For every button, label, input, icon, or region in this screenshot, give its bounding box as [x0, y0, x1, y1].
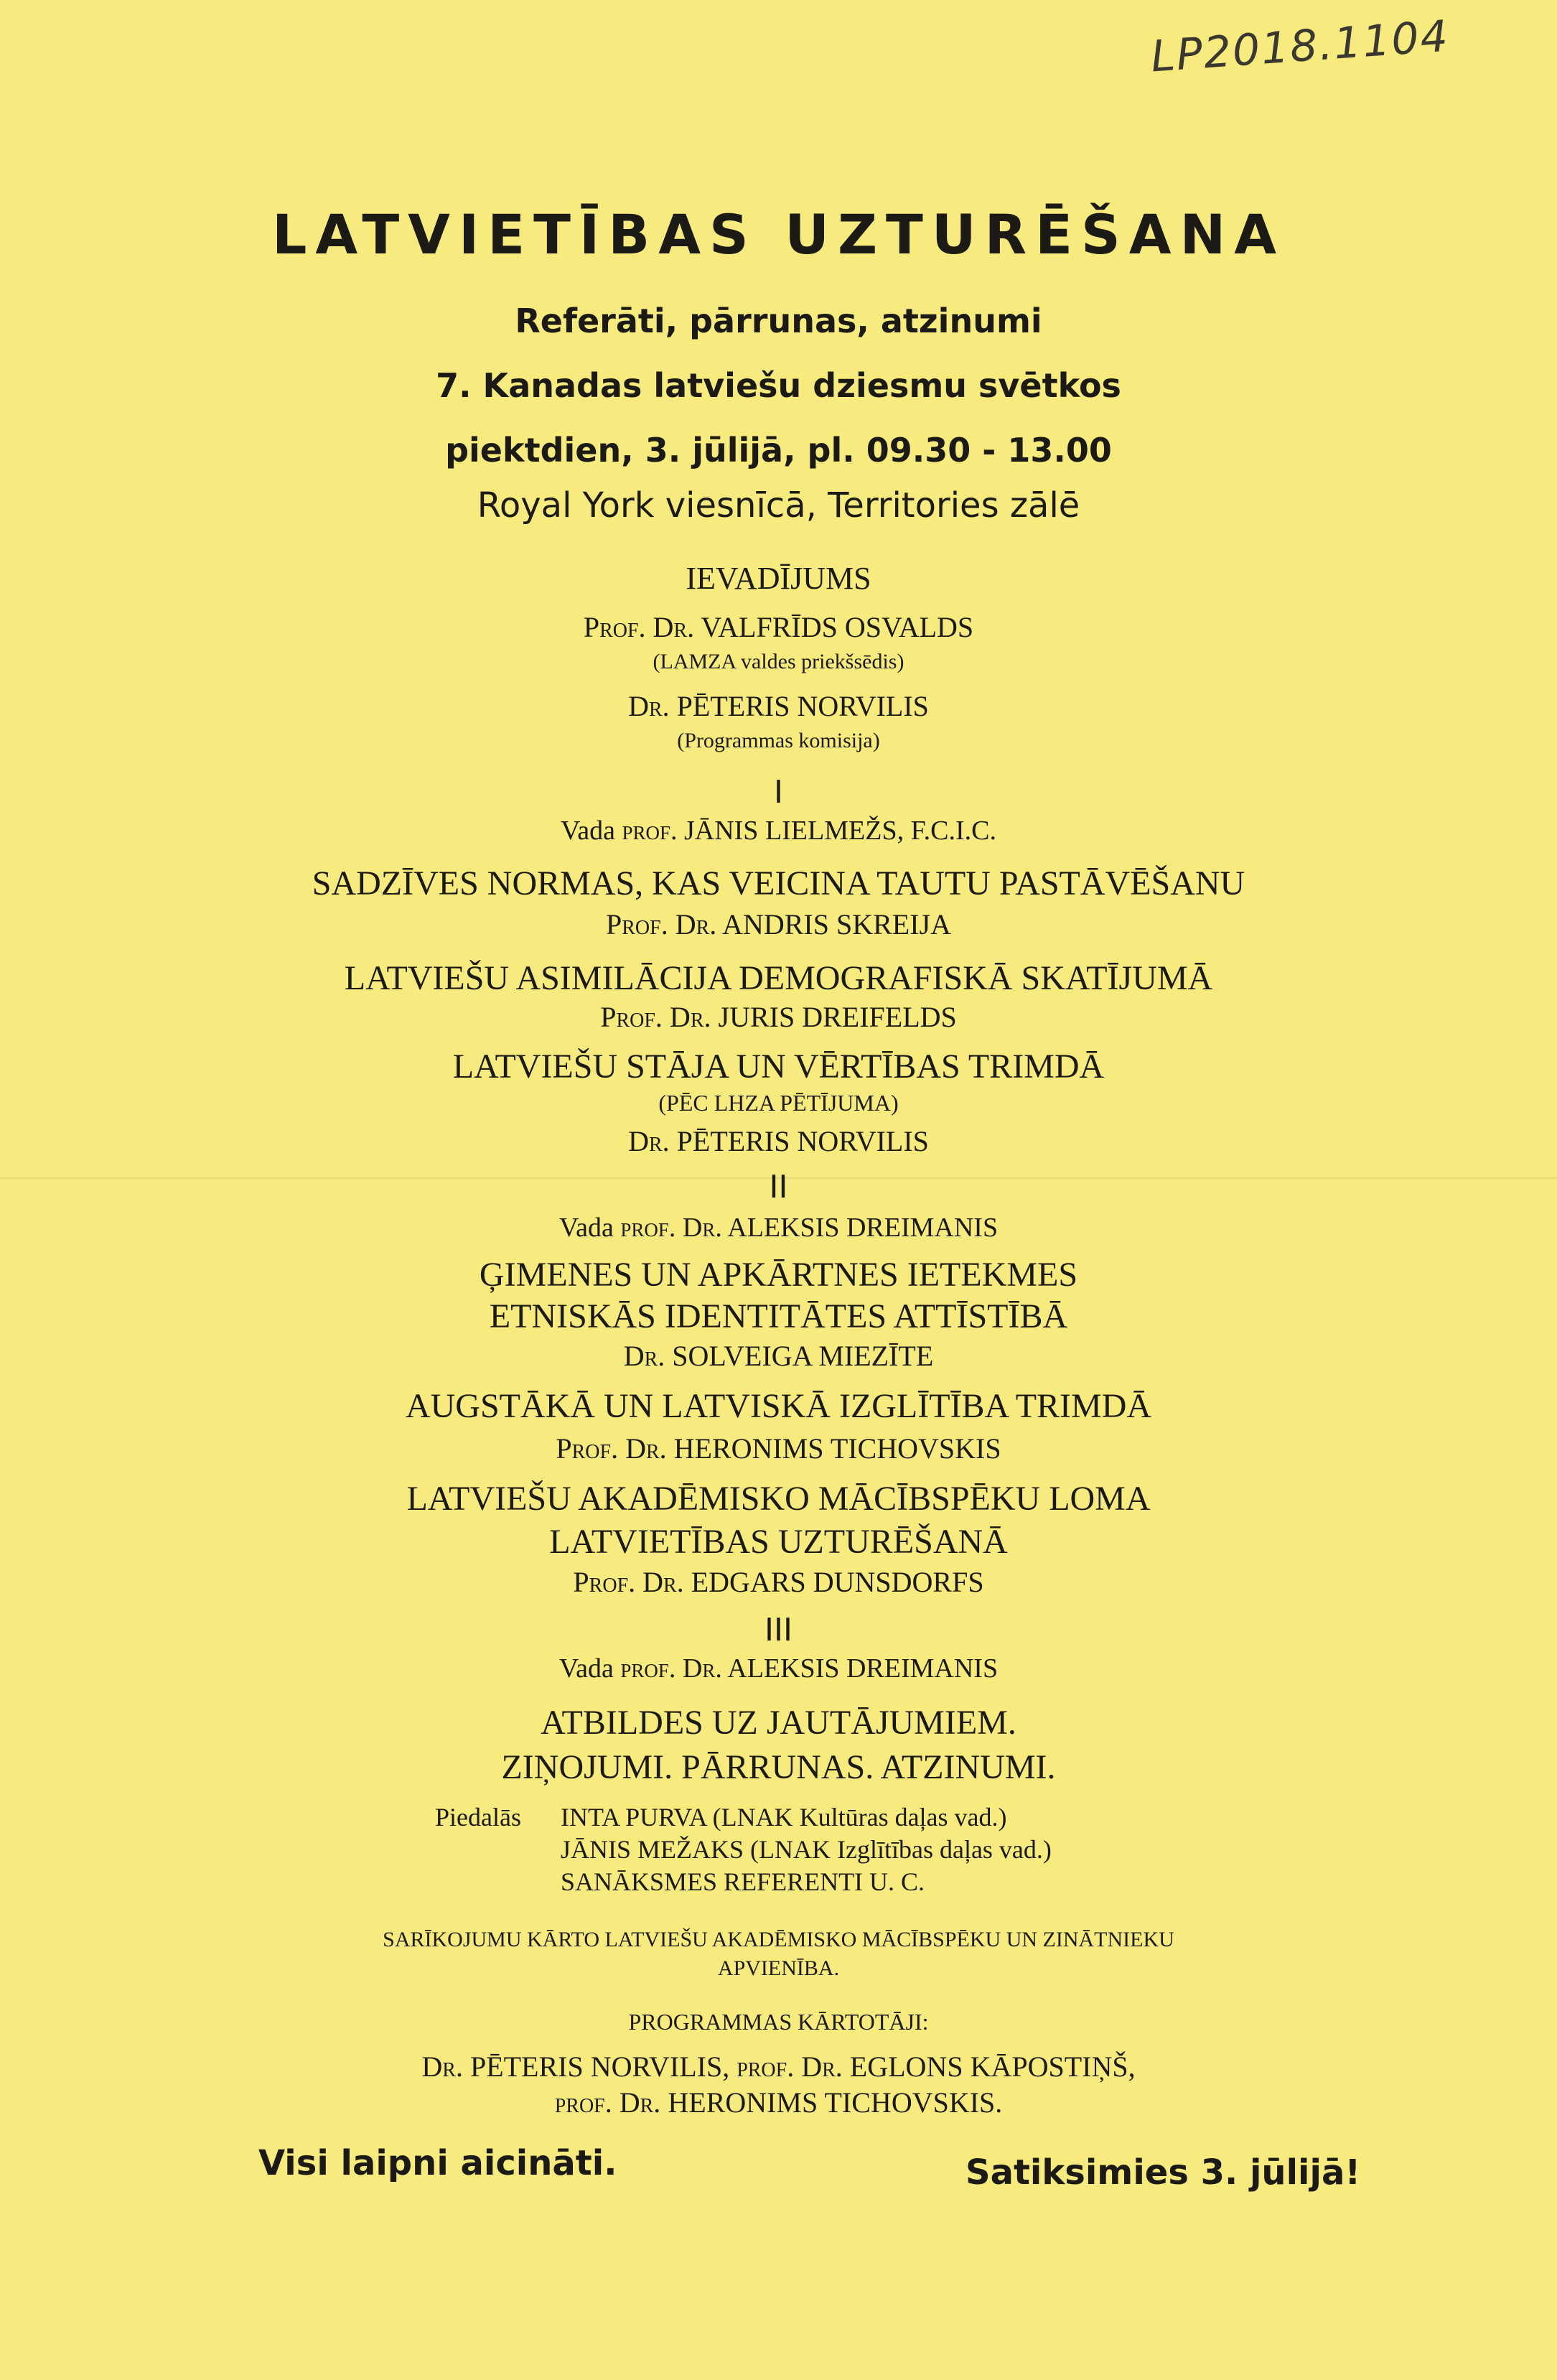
chair-prefix: Vada — [558, 1213, 614, 1243]
speaker-name: PĒTERIS NORVILIS — [676, 690, 929, 722]
session-1-numeral: I — [774, 774, 783, 811]
speaker-name: ANDRIS SKREIJA — [722, 908, 951, 941]
datetime-line: piektdien, 3. jūlijā, pl. 09.30 - 13.00 — [445, 431, 1112, 470]
speaker-title: Prof. Dr. — [573, 1566, 684, 1598]
organizer-line-2: APVIENĪBA. — [717, 1956, 840, 1980]
session-2-chair — [0, 1212, 1557, 1243]
participates-label: Piedalās — [435, 1803, 521, 1831]
session-3-chair — [0, 1653, 1557, 1684]
footer-invitation: Visi laipni aicināti. — [258, 2143, 617, 2183]
organizer-title: prof. Dr. — [737, 2050, 843, 2083]
organizer-name: EGLONS KĀPOSTIŅŠ, — [849, 2050, 1136, 2083]
organizers-heading: PROGRAMMAS KĀRTOTĀJI: — [628, 2009, 929, 2035]
session-3-line-2: ZIŅOJUMI. PĀRRUNAS. ATZINUMI. — [501, 1748, 1056, 1786]
talk-speaker — [0, 907, 1557, 941]
talk-speaker — [0, 1124, 1557, 1158]
speaker-name: VALFRĪDS OSVALDS — [701, 611, 974, 643]
talk-title: LATVIEŠU ASIMILĀCIJA DEMOGRAFISKĀ SKATĪJUMĀ — [344, 959, 1213, 997]
talk-title: AUGSTĀKĀ UN LATVISKĀ IZGLĪTĪBA TRIMDĀ — [405, 1387, 1152, 1425]
talk-subtitle: (PĒC LHZA PĒTĪJUMA) — [658, 1090, 899, 1116]
intro-speaker-1 — [0, 610, 1557, 644]
speaker-title: Dr. — [628, 1125, 670, 1157]
speaker-title: Prof. Dr. — [600, 1001, 711, 1033]
catalog-mark: LP2018.1104 — [1149, 11, 1451, 83]
organizers-line-2 — [0, 2086, 1557, 2119]
intro-speaker-1-role: (LAMZA valdes priekšsēdis) — [653, 650, 904, 673]
chair-title: prof. Dr. — [620, 1653, 722, 1684]
speaker-title: Prof. Dr. — [583, 611, 695, 643]
organizer-title: Dr. — [421, 2050, 463, 2083]
speaker-title: Dr. — [628, 690, 670, 722]
intro-heading: IEVADĪJUMS — [686, 561, 871, 596]
session-3-line-1: ATBILDES UZ JAUTĀJUMIEM. — [541, 1704, 1016, 1742]
speaker-name: EDGARS DUNSDORFS — [691, 1566, 984, 1598]
organizer-title: prof. Dr. — [554, 2086, 661, 2119]
chair-name: JĀNIS LIELMEŽS, F.C.I.C. — [683, 816, 997, 846]
participant: INTA PURVA (LNAK Kultūras daļas vad.) — [561, 1803, 1007, 1831]
talk-title: LATVIETĪBAS UZTURĒŠANĀ — [549, 1523, 1008, 1561]
session-1-chair — [0, 815, 1557, 846]
speaker-title: Dr. — [623, 1340, 665, 1372]
talk-speaker — [0, 1000, 1557, 1034]
talk-title: LATVIEŠU STĀJA UN VĒRTĪBAS TRIMDĀ — [452, 1047, 1105, 1086]
speaker-name: JURIS DREIFELDS — [718, 1001, 957, 1033]
talk-title: ĢIMENES UN APKĀRTNES IETEKMES — [479, 1256, 1078, 1294]
organizer-line-1: SARĪKOJUMU KĀRTO LATVIEŠU AKADĒMISKO MĀCĪBSPĒKU UN ZINĀTNIEKU — [383, 1928, 1174, 1951]
talk-speaker — [0, 1432, 1557, 1465]
speaker-title: Prof. Dr. — [556, 1432, 667, 1465]
organizer-name: HERONIMS TICHOVSKIS. — [668, 2086, 1003, 2119]
session-2-numeral: II — [769, 1169, 788, 1205]
participant: SANĀKSMES REFERENTI U. C. — [561, 1867, 925, 1896]
talk-title: LATVIEŠU AKADĒMISKO MĀCĪBSPĒKU LOMA — [406, 1480, 1151, 1518]
chair-name: ALEKSIS DREIMANIS — [727, 1213, 999, 1243]
speaker-name: PĒTERIS NORVILIS — [676, 1125, 929, 1157]
session-3-numeral: III — [765, 1612, 792, 1648]
talk-speaker — [0, 1339, 1557, 1373]
organizer-name: PĒTERIS NORVILIS, — [469, 2050, 730, 2083]
chair-title: prof. Dr. — [620, 1213, 722, 1243]
chair-prefix: Vada — [560, 816, 615, 846]
speaker-title: Prof. Dr. — [605, 908, 717, 941]
speaker-name: SOLVEIGA MIEZĪTE — [672, 1340, 934, 1372]
organizers-line-1 — [0, 2050, 1557, 2083]
talk-title: SADZĪVES NORMAS, KAS VEICINA TAUTU PASTĀVĒŠANU — [312, 864, 1245, 902]
page-title: LATVIETĪBAS UZTURĒŠANA — [271, 202, 1286, 266]
speaker-name: HERONIMS TICHOVSKIS — [673, 1432, 1001, 1465]
chair-title: prof. — [622, 816, 678, 846]
footer-see-you: Satiksimies 3. jūlijā! — [965, 2152, 1361, 2193]
participant: JĀNIS MEŽAKS (LNAK Izglītības daļas vad.) — [561, 1835, 1052, 1864]
venue-line: Royal York viesnīcā, Territories zālē — [477, 485, 1080, 526]
talk-title: ETNISKĀS IDENTITĀTES ATTĪSTĪBĀ — [489, 1297, 1068, 1335]
chair-prefix: Vada — [558, 1653, 614, 1684]
chair-name: ALEKSIS DREIMANIS — [727, 1653, 999, 1684]
subtitle: Referāti, pārrunas, atzinumi — [515, 302, 1042, 340]
event-line: 7. Kanadas latviešu dziesmu svētkos — [436, 366, 1121, 405]
intro-speaker-2-role: (Programmas komisija) — [677, 729, 880, 752]
talk-speaker — [0, 1565, 1557, 1599]
intro-speaker-2 — [0, 689, 1557, 723]
